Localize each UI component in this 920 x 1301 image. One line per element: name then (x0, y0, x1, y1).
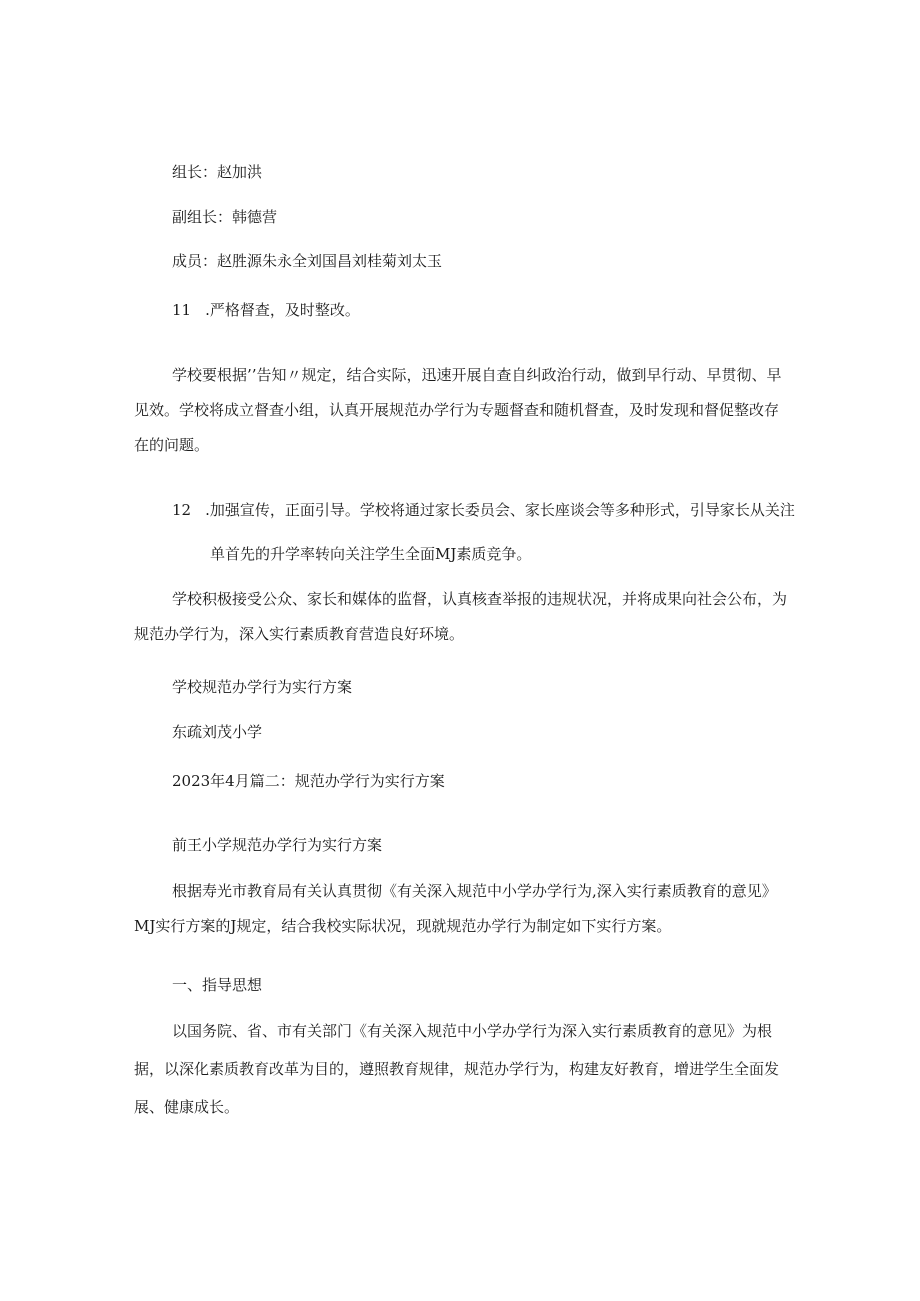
doc-title-2: 前王小学规范办学行为实行方案 (172, 836, 383, 854)
group-leader-line: 组长：赵加洪 (172, 163, 263, 181)
date-line: 2023年4月篇二：规范办学行为实行方案 (172, 772, 445, 790)
item-12-text: .加强宣传，正面引导。学校将通过家长委员会、家长座谈会等多种形式，引导家长从关注 (205, 501, 795, 519)
para-guiding: 以国务院、省、市有关部门《有关深入规范中小学办学行为深入实行素质教育的意见》为根据，以深化素质教育改革为目的，遵照教育规律，规范办学行为，构建友好教育，增进学生全面发展、健康成长。 (134, 1022, 780, 1116)
item-12 (172, 500, 795, 520)
para-basis: 根据寿光市教育局有关认真贯彻《有关深入规范中小学办学行为,深入实行素质教育的意见》MJ实行方案的J规定，结合我校实际状况，现就规范办学行为制定如下实行方案。 (134, 882, 777, 935)
members-line: 成员：赵胜源朱永全刘国昌刘桂菊刘太玉 (172, 252, 443, 270)
item-12-number: 12 (172, 501, 192, 519)
para-supervision: 学校积极接受公众、家长和媒体的监督，认真核查举报的违规状况，并将成果向社会公布，为规范办学行为，深入实行素质教育营造良好环境。 (134, 590, 788, 643)
para-school-check: 学校要根据’’告知〃规定，结合实际，迅速开展自查自纠政治行动，做到早行动、早贯彻、早见效。学校将成立督查小组，认真开展规范办学行为专题督查和随机督查，及时发现和督促整改存在的问题。 (134, 366, 782, 454)
item-11-text: .严格督查，及时整改。 (205, 301, 360, 319)
item-11-number: 11 (172, 301, 192, 319)
item-11 (172, 300, 360, 320)
item-12-continuation: 单首先的升学率转向关注学生全面MJ素质竞争。 (210, 545, 532, 563)
school-name-1: 东疏刘茂小学 (172, 723, 263, 741)
doc-title-1: 学校规范办学行为实行方案 (172, 678, 353, 696)
deputy-leader-line: 副组长：韩德营 (172, 208, 278, 226)
section-1-heading: 一、指导思想 (172, 976, 263, 994)
